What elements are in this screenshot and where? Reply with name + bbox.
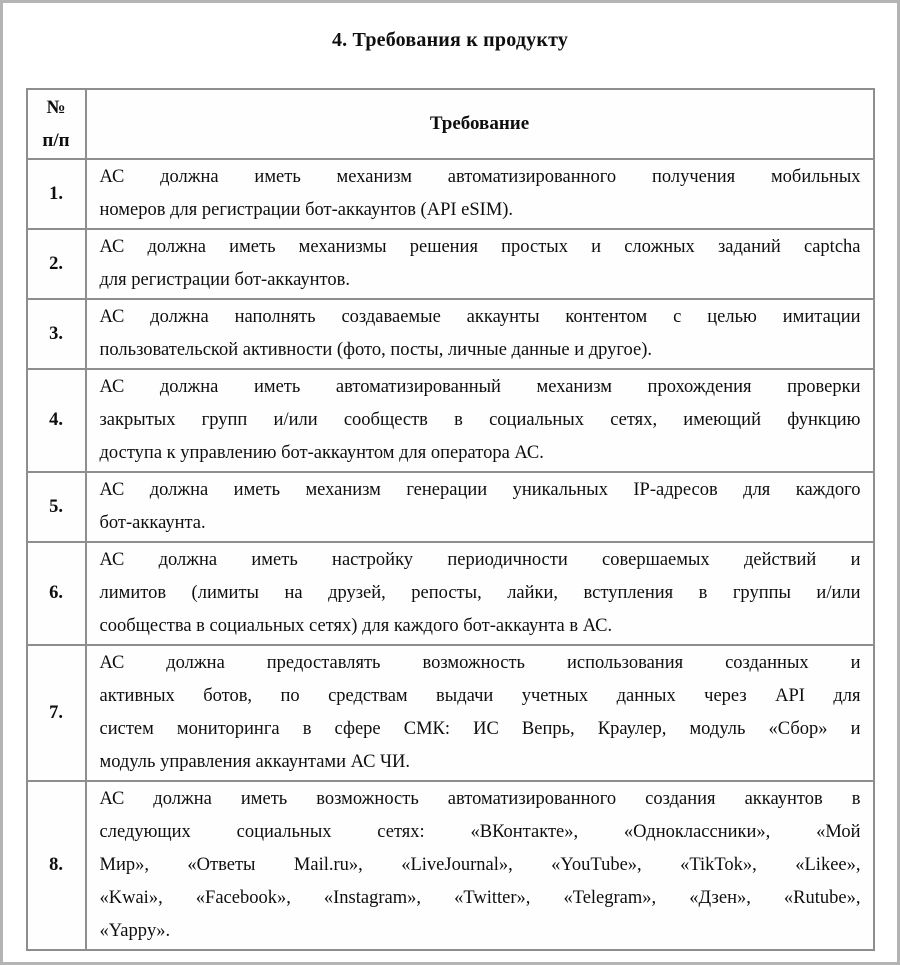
- requirement-line: следующих социальных сетях: «ВКонтакте», «Одноклассники», «Мой: [99, 822, 861, 842]
- requirement-text: [86, 159, 874, 229]
- header-num-line1: №: [46, 97, 66, 118]
- row-number: 3.: [27, 299, 86, 369]
- requirement-line: «Kwai», «Facebook», «Instagram», «Twitter», «Telegram», «Дзен», «Rutube»,: [99, 888, 861, 908]
- header-num-col: [27, 89, 86, 159]
- requirement-line: АС должна иметь механизмы решения простых и сложных заданий captcha: [99, 237, 861, 257]
- row-number: 2.: [27, 229, 86, 299]
- requirement-line: сообщества в социальных сетях) для каждого бот-аккаунта в АС.: [99, 616, 613, 636]
- header-num-line2: п/п: [42, 130, 70, 151]
- requirement-line: бот-аккаунта.: [99, 513, 206, 533]
- table-row: [27, 159, 874, 229]
- requirement-line: систем мониторинга в сфере СМК: ИС Вепрь, Краулер, модуль «Сбор» и: [99, 719, 861, 739]
- table-row: [27, 645, 874, 781]
- table-header-row: [27, 89, 874, 159]
- row-number: 7.: [27, 645, 86, 781]
- requirement-line: для регистрации бот-аккаунтов.: [99, 270, 350, 290]
- page-title: 4. Требования к продукту: [331, 29, 569, 51]
- requirement-text: [86, 229, 874, 299]
- requirement-line: Мир», «Ответы Mail.ru», «LiveJournal», «YouTube», «TikTok», «Likee»,: [99, 855, 861, 875]
- requirement-line: пользовательской активности (фото, посты, личные данные и другое).: [99, 340, 653, 360]
- row-number: 6.: [27, 542, 86, 645]
- requirement-line: АС должна наполнять создаваемые аккаунты контентом с целью имитации: [99, 307, 861, 327]
- requirements-table: [26, 88, 875, 951]
- requirement-line: доступа к управлению бот-аккаунтом для оператора АС.: [99, 443, 544, 463]
- requirement-line: АС должна предоставлять возможность использования созданных и: [99, 653, 861, 673]
- requirement-text: [86, 369, 874, 472]
- requirement-line: «Yappy».: [99, 921, 171, 941]
- table-row: [27, 472, 874, 542]
- requirement-text: [86, 299, 874, 369]
- requirement-line: АС должна иметь настройку периодичности совершаемых действий и: [99, 550, 861, 570]
- requirement-line: лимитов (лимиты на друзей, репосты, лайки, вступления в группы и/или: [99, 583, 861, 603]
- table-body: [27, 159, 874, 950]
- row-number: 1.: [27, 159, 86, 229]
- table-row: [27, 542, 874, 645]
- requirement-line: АС должна иметь механизм автоматизированного получения мобильных: [99, 167, 861, 187]
- requirement-line: активных ботов, по средствам выдачи учетных данных через API для: [99, 686, 861, 706]
- table-row: [27, 229, 874, 299]
- requirement-line: модуль управления аккаунтами АС ЧИ.: [99, 752, 411, 772]
- requirement-line: АС должна иметь механизм генерации уникальных IP-адресов для каждого: [99, 480, 861, 500]
- requirement-line: номеров для регистрации бот-аккаунтов (API eSIM).: [99, 200, 514, 220]
- table-row: [27, 781, 874, 950]
- requirement-text: [86, 472, 874, 542]
- requirement-text: [86, 542, 874, 645]
- requirement-line: закрытых групп и/или сообществ в социальных сетях, имеющий функцию: [99, 410, 861, 430]
- row-number: 8.: [27, 781, 86, 950]
- row-number: 5.: [27, 472, 86, 542]
- requirement-text: [86, 781, 874, 950]
- requirement-line: АС должна иметь автоматизированный механизм прохождения проверки: [99, 377, 861, 397]
- table-row: [27, 299, 874, 369]
- table-row: [27, 369, 874, 472]
- row-number: 4.: [27, 369, 86, 472]
- requirement-text: [86, 645, 874, 781]
- header-requirement-col: Требование: [86, 89, 874, 159]
- requirement-line: АС должна иметь возможность автоматизированного создания аккаунтов в: [99, 789, 861, 809]
